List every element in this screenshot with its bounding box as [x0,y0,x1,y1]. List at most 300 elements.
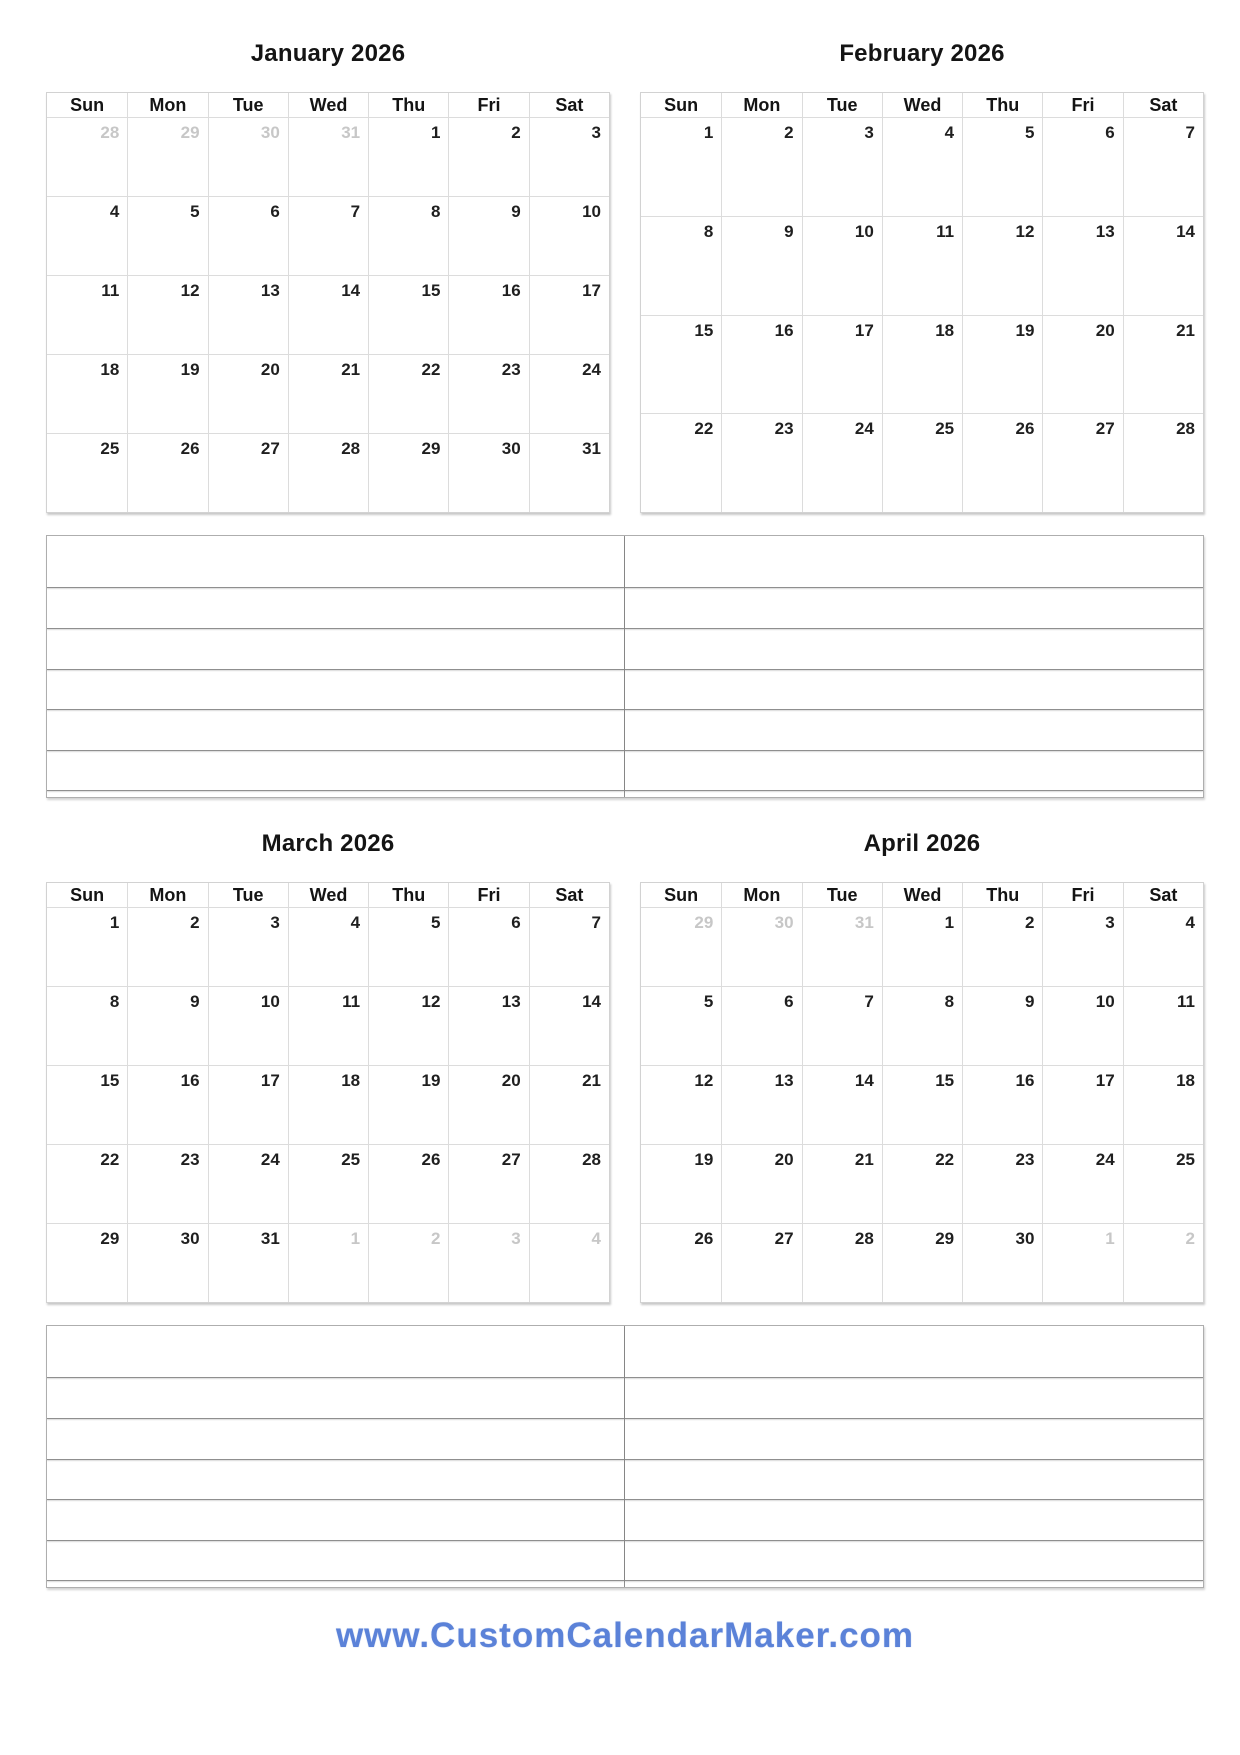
day-cell [448,355,528,433]
day-number: 21 [582,1071,601,1090]
day-number: 3 [591,123,601,142]
day-cell [529,987,609,1065]
day-number: 8 [703,221,714,241]
day-cell [288,1224,368,1302]
day-cell [882,414,962,512]
weekday-header-row [47,883,609,907]
day-cell [962,316,1042,414]
day-cell [288,1145,368,1223]
notes-column-right [625,536,1203,797]
weekday-label: Sun [70,884,105,905]
notes-section-top [46,535,1204,798]
calendar-march [46,830,610,1303]
day-number: 3 [864,123,874,142]
day-number: 11 [342,992,361,1011]
day-cell [882,217,962,315]
day-number: 7 [864,992,874,1011]
day-cell [802,118,882,216]
weekday-label: Tue [802,93,882,117]
week-row [641,117,1203,216]
weekday-label: Fri [448,93,528,117]
day-cell [208,1066,288,1144]
day-cell [721,217,801,315]
day-number: 17 [854,320,874,340]
week-row [47,117,609,196]
day-cell [721,316,801,414]
weekday-label: Mon [721,883,801,907]
notes-line [47,751,624,791]
weeks-grid [47,117,609,512]
day-number: 18 [935,320,955,340]
month-title-january: January 2026 [250,40,406,67]
notes-line [625,1419,1203,1460]
day-cell [208,434,288,512]
day-cell [47,434,127,512]
day-cell [529,355,609,433]
weekday-label: Wed [882,93,962,117]
day-number: 17 [582,281,601,300]
day-cell [208,1224,288,1302]
day-number: 4 [109,202,120,221]
day-cell [802,987,882,1065]
weekday-label: Sat [529,883,609,907]
day-cell [529,276,609,354]
weeks-grid [47,907,609,1302]
day-cell [802,1224,882,1302]
day-number: 19 [421,1071,441,1090]
day-cell [529,197,609,275]
day-cell [448,434,528,512]
day-number: 11 [1177,992,1195,1011]
weekday-label: Tue [208,93,288,117]
notes-line [625,1460,1203,1500]
day-cell [127,434,207,512]
day-number: 18 [341,1071,361,1090]
weeks-grid [641,117,1203,512]
day-cell [208,987,288,1065]
week-row [641,1144,1203,1223]
day-number: 14 [1176,221,1195,241]
notes-line [625,710,1203,751]
day-number: 29 [180,123,200,142]
calendar-february [640,40,1204,513]
day-number: 12 [694,1071,714,1090]
day-cell [1123,414,1203,512]
day-number: 1 [944,913,955,932]
day-cell [448,276,528,354]
day-cell [962,118,1042,216]
day-cell [962,1066,1042,1144]
day-cell [288,1066,368,1144]
day-cell [47,276,127,354]
week-row [641,315,1203,414]
day-cell [208,118,288,196]
day-cell [288,276,368,354]
day-cell [529,908,609,986]
day-cell [448,197,528,275]
day-number: 21 [854,1150,874,1169]
day-number: 4 [350,913,361,932]
notes-line [47,536,624,588]
notes-line [47,1500,624,1541]
weekday-label: Sun [70,94,105,115]
day-number: 27 [501,1150,521,1169]
month-grid-april [640,882,1204,1303]
day-number: 12 [421,992,441,1011]
day-cell [641,987,721,1065]
day-cell [368,987,448,1065]
day-cell [641,414,721,512]
day-number: 5 [1024,123,1035,142]
notes-line [47,670,624,710]
day-cell [802,316,882,414]
day-number: 9 [511,202,521,221]
day-cell [1042,414,1122,512]
day-number: 26 [694,1229,714,1248]
day-cell [1042,1224,1122,1302]
page-content [0,40,1240,1658]
notes-line [47,1419,624,1460]
day-cell [721,1224,801,1302]
day-number: 2 [190,913,200,932]
day-number: 4 [944,123,955,142]
top-calendar-row [46,40,1204,513]
week-row [47,1144,609,1223]
weekday-label: Mon [721,93,801,117]
day-number: 6 [270,202,280,221]
day-number: 20 [1095,320,1115,340]
notes-line [625,1500,1203,1541]
day-number: 9 [190,992,200,1011]
day-number: 16 [180,1071,200,1090]
day-cell [721,1145,801,1223]
day-number: 10 [582,202,601,221]
day-cell [368,197,448,275]
day-number: 31 [341,123,361,142]
day-number: 14 [854,1071,874,1090]
week-row [47,1065,609,1144]
day-cell [208,908,288,986]
day-number: 7 [1185,123,1195,142]
weekday-label: Tue [208,883,288,907]
week-row [47,433,609,512]
day-cell [882,118,962,216]
day-number: 17 [1095,1071,1115,1090]
day-number: 26 [421,1150,441,1169]
day-number: 22 [421,360,441,379]
day-number: 1 [430,123,441,142]
day-number: 9 [1024,992,1035,1011]
day-number: 15 [935,1071,955,1090]
day-cell [47,118,127,196]
day-number: 24 [854,419,874,439]
weekday-header-row [641,93,1203,117]
notes-section-bottom [46,1325,1204,1588]
day-cell [288,118,368,196]
day-cell [448,118,528,196]
day-cell [368,1145,448,1223]
day-cell [448,1145,528,1223]
notes-line [47,1326,624,1378]
weekday-label: Mon [127,883,207,907]
month-grid-january [46,92,610,513]
day-cell [882,316,962,414]
day-number: 28 [1176,419,1195,439]
day-number: 7 [591,913,601,932]
day-cell [882,1145,962,1223]
day-number: 19 [1015,320,1035,340]
day-cell [448,1224,528,1302]
day-number: 25 [100,439,120,458]
day-number: 20 [501,1071,521,1090]
day-number: 19 [180,360,200,379]
day-cell [882,908,962,986]
weekday-label: Thu [368,883,448,907]
day-number: 31 [260,1229,280,1248]
day-number: 23 [501,360,521,379]
day-number: 26 [1015,419,1035,439]
day-cell [368,1224,448,1302]
weekday-label: Thu [962,93,1042,117]
day-number: 1 [703,123,714,142]
day-number: 3 [511,1229,521,1248]
day-number: 5 [430,913,441,932]
day-number: 13 [260,281,280,300]
day-cell [127,908,207,986]
day-cell [641,908,721,986]
day-cell [1042,908,1122,986]
day-number: 29 [100,1229,120,1248]
notes-line [47,629,624,670]
weekday-label: Wed [882,883,962,907]
day-cell [47,1224,127,1302]
day-cell [641,217,721,315]
day-cell [47,355,127,433]
week-row [641,986,1203,1065]
day-cell [368,276,448,354]
weekday-header-row [47,93,609,117]
day-number: 24 [582,360,601,379]
day-number: 3 [270,913,280,932]
week-row [47,275,609,354]
weekday-label: Fri [448,883,528,907]
day-cell [1042,1145,1122,1223]
day-cell [368,908,448,986]
day-number: 6 [1105,123,1115,142]
calendar-january [46,40,610,513]
day-cell [127,197,207,275]
weekday-label: Tue [802,883,882,907]
notes-column-left [47,536,625,797]
day-number: 2 [430,1229,441,1248]
day-number: 8 [109,992,120,1011]
day-number: 16 [501,281,521,300]
day-cell [802,414,882,512]
day-number: 27 [1095,419,1115,439]
day-cell [641,316,721,414]
day-number: 15 [100,1071,120,1090]
day-number: 23 [774,419,794,439]
day-cell [288,355,368,433]
notes-line [625,1378,1203,1419]
day-number: 22 [935,1150,955,1169]
day-number: 4 [1185,913,1195,932]
day-cell [1123,1145,1203,1223]
day-cell [721,1066,801,1144]
week-row [641,216,1203,315]
day-number: 20 [260,360,280,379]
week-row [641,1065,1203,1144]
weekday-label: Mon [127,93,207,117]
day-cell [448,908,528,986]
week-row [47,196,609,275]
day-cell [721,118,801,216]
day-number: 7 [350,202,361,221]
notes-column-right [625,1326,1203,1587]
day-number: 12 [1015,221,1035,241]
day-cell [208,197,288,275]
day-cell [288,908,368,986]
day-cell [288,197,368,275]
weekday-header-row [641,883,1203,907]
day-number: 18 [100,360,120,379]
notes-line [625,536,1203,588]
day-number: 1 [109,913,120,932]
day-cell [962,987,1042,1065]
day-cell [802,1145,882,1223]
day-cell [802,908,882,986]
day-cell [368,434,448,512]
day-number: 25 [1176,1150,1195,1169]
day-cell [721,908,801,986]
week-row [641,907,1203,986]
day-cell [127,1224,207,1302]
notes-line [625,751,1203,791]
weekday-label: Sat [529,93,609,117]
day-cell [641,1145,721,1223]
day-number: 21 [1176,320,1195,340]
day-number: 10 [854,221,874,241]
week-row [47,354,609,433]
day-cell [208,276,288,354]
day-cell [368,118,448,196]
day-number: 10 [1095,992,1115,1011]
notes-line [625,670,1203,710]
day-number: 2 [1024,913,1035,932]
day-number: 5 [190,202,200,221]
day-cell [1123,316,1203,414]
day-number: 17 [260,1071,280,1090]
bottom-calendar-row [46,830,1204,1303]
day-number: 29 [935,1229,955,1248]
day-number: 27 [260,439,280,458]
notes-line [47,710,624,751]
day-number: 30 [180,1229,200,1248]
day-cell [1123,118,1203,216]
day-number: 21 [341,360,361,379]
day-cell [1123,987,1203,1065]
page-footer [46,1614,1204,1658]
day-cell [127,118,207,196]
day-cell [127,1145,207,1223]
day-number: 31 [854,913,874,932]
day-cell [1123,908,1203,986]
weekday-label: Sat [1123,883,1203,907]
day-cell [448,1066,528,1144]
day-cell [127,276,207,354]
week-row [47,1223,609,1302]
day-cell [529,1145,609,1223]
day-number: 9 [784,221,794,241]
day-cell [288,434,368,512]
day-number: 19 [694,1150,714,1169]
day-cell [1042,118,1122,216]
day-number: 12 [180,281,200,300]
day-cell [127,355,207,433]
day-cell [529,118,609,196]
day-number: 2 [1185,1229,1195,1248]
week-row [47,986,609,1065]
day-number: 30 [774,913,794,932]
day-number: 18 [1176,1071,1195,1090]
day-cell [962,217,1042,315]
day-cell [47,197,127,275]
day-cell [641,118,721,216]
day-number: 13 [1095,221,1115,241]
day-number: 23 [1015,1150,1035,1169]
day-cell [1042,217,1122,315]
day-number: 24 [1095,1150,1115,1169]
day-number: 27 [774,1229,794,1248]
day-cell [962,1224,1042,1302]
notes-line [47,1460,624,1500]
day-cell [529,1224,609,1302]
day-cell [1042,987,1122,1065]
watermark-link[interactable]: www.CustomCalendarMaker.com [335,1616,915,1655]
notes-line [625,629,1203,670]
day-cell [721,987,801,1065]
weekday-label: Thu [368,93,448,117]
notes-line [625,1326,1203,1378]
day-cell [529,434,609,512]
notes-column-left [47,1326,625,1587]
day-number: 16 [1015,1071,1035,1090]
week-row [641,413,1203,512]
month-grid-february [640,92,1204,513]
month-title-february: February 2026 [839,40,1005,67]
day-cell [208,1145,288,1223]
day-cell [641,1224,721,1302]
day-cell [127,987,207,1065]
day-number: 30 [260,123,280,142]
day-cell [641,1066,721,1144]
day-number: 20 [774,1150,794,1169]
day-number: 6 [784,992,794,1011]
notes-line [625,1541,1203,1581]
day-number: 4 [591,1229,601,1248]
day-number: 29 [421,439,441,458]
day-number: 8 [430,202,441,221]
day-number: 13 [501,992,521,1011]
day-number: 25 [935,419,955,439]
day-number: 2 [511,123,521,142]
day-number: 25 [341,1150,361,1169]
day-cell [962,414,1042,512]
day-cell [448,987,528,1065]
notes-line [47,588,624,629]
weekday-label: Sun [664,94,699,115]
day-cell [882,1224,962,1302]
